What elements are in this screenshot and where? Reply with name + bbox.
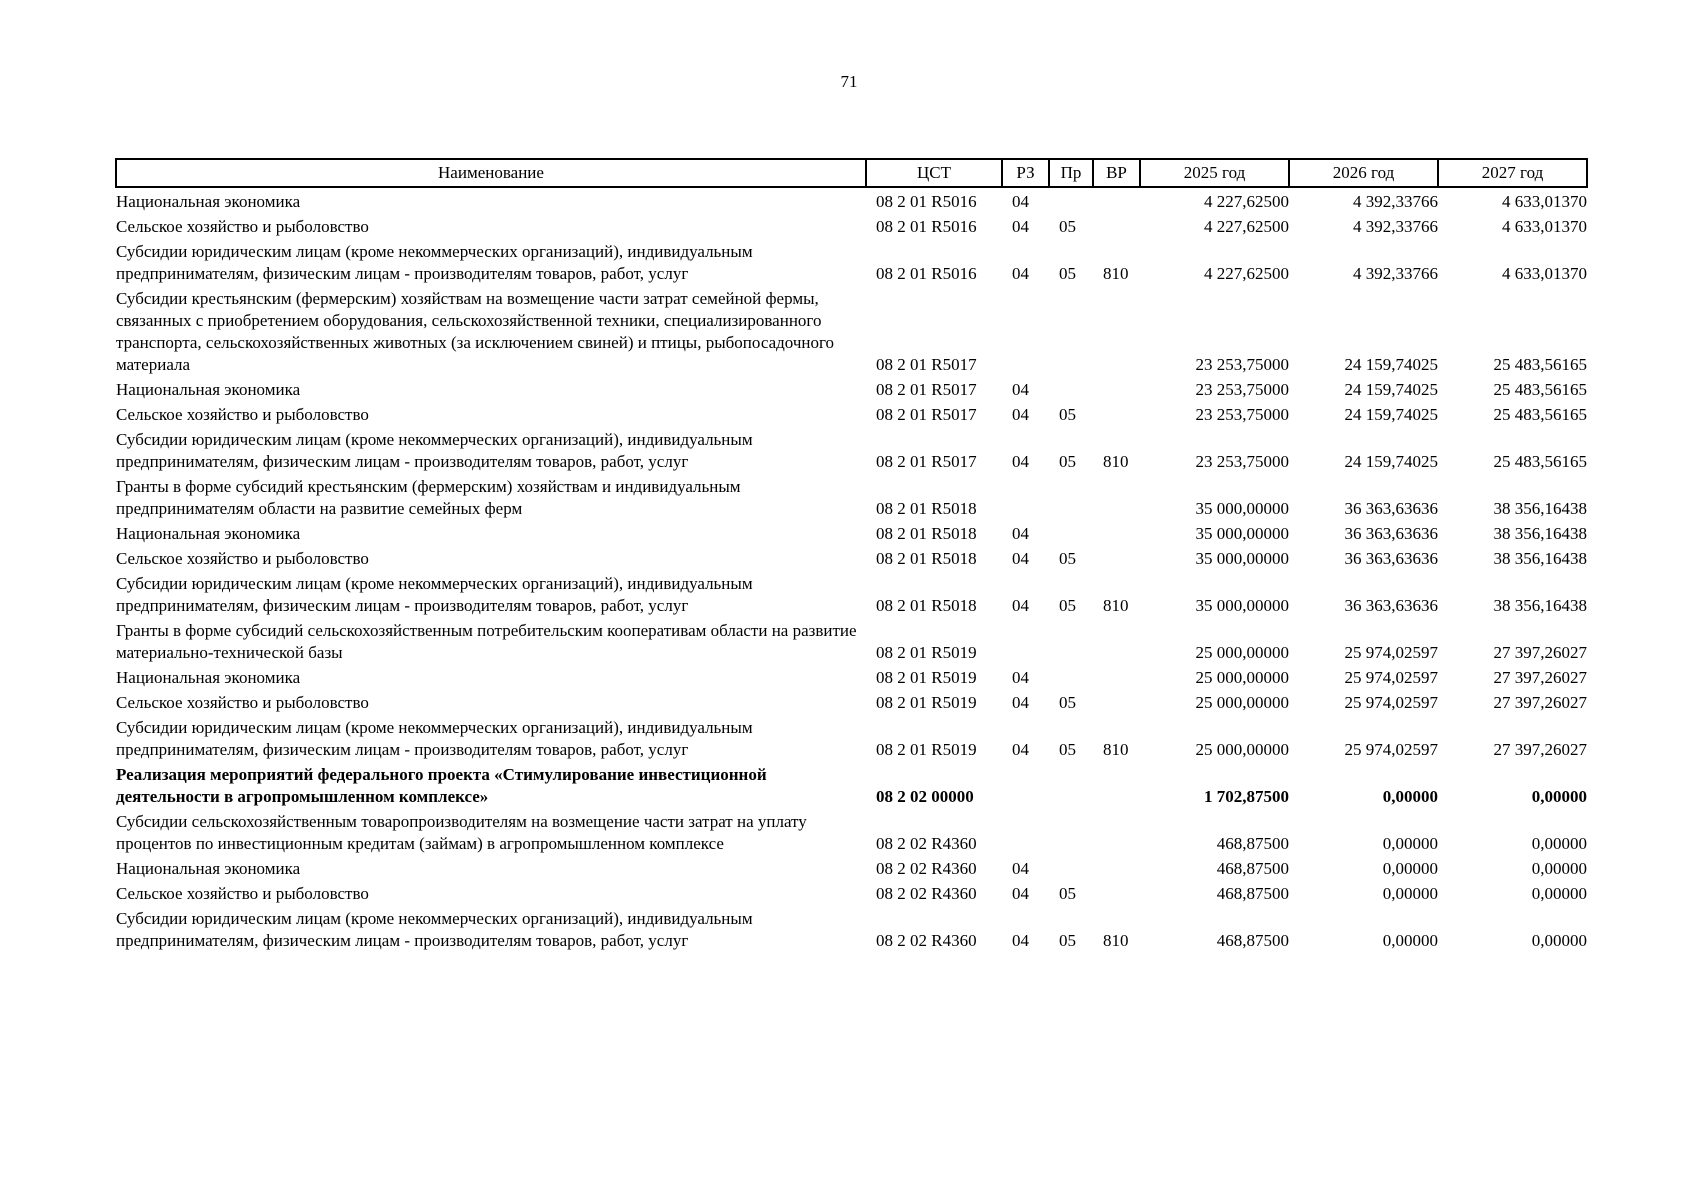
cell-pr — [1049, 664, 1093, 689]
table-row — [116, 617, 1587, 664]
cell-cst: 08 2 01 R5016 — [876, 217, 977, 236]
table-header — [116, 159, 1587, 187]
cell-cst: 08 2 02 R4360 — [876, 834, 977, 853]
table-row — [116, 761, 1587, 808]
cell-pr — [1049, 285, 1093, 376]
cell-cst: 08 2 01 R5019 — [876, 693, 977, 712]
cell-cst: 08 2 01 R5018 — [876, 499, 977, 518]
cell-rz: 04 — [1012, 380, 1029, 399]
cell-2027: 27 397,26027 — [1493, 668, 1587, 687]
cell-pr — [1049, 376, 1093, 401]
cell-name: Гранты в форме субсидий сельскохозяйственным потребительским кооперативам области на развитие материально-технической базы — [116, 621, 857, 662]
cell-2025: 23 253,75000 — [1195, 380, 1289, 399]
cell-2027: 0,00000 — [1531, 834, 1587, 853]
cell-rz: 04 — [1012, 596, 1029, 615]
cell-cst: 08 2 02 R4360 — [876, 931, 977, 950]
cell-2027: 25 483,56165 — [1493, 405, 1587, 424]
cell-rz: 04 — [1012, 931, 1029, 950]
cell-cst: 08 2 01 R5019 — [876, 668, 977, 687]
cell-vr: 810 — [1103, 740, 1129, 759]
cell-rz — [1002, 808, 1049, 855]
cell-name: Национальная экономика — [116, 859, 301, 878]
cell-pr: 05 — [1059, 740, 1076, 759]
cell-pr: 05 — [1059, 452, 1076, 471]
header-name: Наименование — [116, 159, 866, 187]
cell-cst: 08 2 01 R5019 — [876, 643, 977, 662]
cell-2027: 25 483,56165 — [1493, 355, 1587, 374]
cell-2027: 38 356,16438 — [1493, 596, 1587, 615]
cell-rz: 04 — [1012, 668, 1029, 687]
cell-2025: 35 000,00000 — [1195, 596, 1289, 615]
cell-2027: 0,00000 — [1531, 884, 1587, 903]
cell-2026: 36 363,63636 — [1344, 549, 1438, 568]
cell-2025: 4 227,62500 — [1204, 192, 1289, 211]
cell-2026: 4 392,33766 — [1353, 192, 1438, 211]
table-row — [116, 213, 1587, 238]
cell-name: Субсидии юридическим лицам (кроме некоммерческих организаций), индивидуальным предпринимателям, физическим лицам - производителям товаров, работ, услуг — [116, 909, 753, 950]
cell-rz: 04 — [1012, 884, 1029, 903]
cell-2025: 25 000,00000 — [1195, 643, 1289, 662]
cell-rz: 04 — [1012, 217, 1029, 236]
header-cst: ЦСТ — [866, 159, 1002, 187]
cell-rz: 04 — [1012, 452, 1029, 471]
cell-cst: 08 2 02 R4360 — [876, 884, 977, 903]
cell-vr — [1093, 545, 1140, 570]
cell-2025: 468,87500 — [1216, 859, 1289, 878]
cell-pr: 05 — [1059, 693, 1076, 712]
table-row — [116, 376, 1587, 401]
header-pr: Пр — [1049, 159, 1093, 187]
cell-2027: 0,00000 — [1531, 859, 1587, 878]
cell-2025: 468,87500 — [1216, 834, 1289, 853]
cell-2027: 38 356,16438 — [1493, 524, 1587, 543]
cell-2025: 23 253,75000 — [1195, 355, 1289, 374]
cell-2027: 38 356,16438 — [1493, 499, 1587, 518]
table-row — [116, 520, 1587, 545]
header-vr: ВР — [1093, 159, 1140, 187]
cell-rz: 04 — [1012, 549, 1029, 568]
cell-vr — [1093, 473, 1140, 520]
cell-name: Национальная экономика — [116, 380, 301, 399]
cell-pr: 05 — [1059, 217, 1076, 236]
cell-vr — [1093, 376, 1140, 401]
header-rz: РЗ — [1002, 159, 1049, 187]
cell-2026: 4 392,33766 — [1353, 217, 1438, 236]
cell-2027: 25 483,56165 — [1493, 380, 1587, 399]
header-2025: 2025 год — [1140, 159, 1289, 187]
cell-cst: 08 2 01 R5019 — [876, 740, 977, 759]
cell-pr — [1049, 808, 1093, 855]
cell-2026: 36 363,63636 — [1344, 524, 1438, 543]
cell-2027: 27 397,26027 — [1493, 693, 1587, 712]
cell-pr — [1049, 761, 1093, 808]
table-row — [116, 426, 1587, 473]
cell-vr — [1093, 880, 1140, 905]
cell-rz: 04 — [1012, 859, 1029, 878]
cell-vr — [1093, 617, 1140, 664]
cell-2025: 23 253,75000 — [1195, 452, 1289, 471]
page-number: 71 — [840, 72, 858, 91]
cell-2027: 4 633,01370 — [1502, 192, 1587, 211]
header-2026: 2026 год — [1289, 159, 1438, 187]
cell-2025: 35 000,00000 — [1195, 549, 1289, 568]
cell-cst: 08 2 01 R5016 — [876, 192, 977, 211]
cell-2026: 36 363,63636 — [1344, 596, 1438, 615]
cell-pr: 05 — [1059, 405, 1076, 424]
table-row — [116, 905, 1587, 952]
cell-rz — [1002, 473, 1049, 520]
cell-name: Сельское хозяйство и рыболовство — [116, 549, 369, 568]
cell-cst: 08 2 01 R5017 — [876, 452, 977, 471]
cell-name: Гранты в форме субсидий крестьянским (фермерским) хозяйствам и индивидуальным предпринимателям области на развитие семейных ферм — [116, 477, 741, 518]
cell-rz: 04 — [1012, 740, 1029, 759]
cell-rz: 04 — [1012, 264, 1029, 283]
cell-2026: 36 363,63636 — [1344, 499, 1438, 518]
header-2027: 2027 год — [1438, 159, 1587, 187]
cell-name: Реализация мероприятий федерального проекта «Стимулирование инвестиционной деятельности в агропромышленном комплексе» — [116, 765, 767, 806]
cell-2026: 24 159,74025 — [1344, 405, 1438, 424]
cell-vr: 810 — [1103, 931, 1129, 950]
cell-pr — [1049, 473, 1093, 520]
cell-2026: 4 392,33766 — [1353, 264, 1438, 283]
cell-pr — [1049, 855, 1093, 880]
table-row — [116, 714, 1587, 761]
cell-cst: 08 2 01 R5018 — [876, 549, 977, 568]
cell-vr — [1093, 808, 1140, 855]
budget-table — [115, 158, 1588, 952]
table-row — [116, 285, 1587, 376]
cell-vr — [1093, 855, 1140, 880]
cell-pr: 05 — [1059, 596, 1076, 615]
cell-name: Субсидии крестьянским (фермерским) хозяйствам на возмещение части затрат семейной фермы, связанных с приобретением оборудования, сельскохозяйственной техники, специализированного транспорта, сельскохозяйственных животных (за исключением свиней) и птицы, рыбопосадочного материала — [116, 289, 835, 374]
cell-vr — [1093, 689, 1140, 714]
cell-2027: 4 633,01370 — [1502, 217, 1587, 236]
cell-name: Сельское хозяйство и рыболовство — [116, 405, 369, 424]
cell-name: Сельское хозяйство и рыболовство — [116, 884, 369, 903]
cell-2025: 1 702,87500 — [1204, 787, 1289, 806]
table-row — [116, 664, 1587, 689]
cell-2026: 0,00000 — [1382, 787, 1438, 806]
cell-vr: 810 — [1103, 264, 1129, 283]
cell-cst: 08 2 01 R5017 — [876, 380, 977, 399]
cell-2025: 468,87500 — [1216, 931, 1289, 950]
cell-name: Сельское хозяйство и рыболовство — [116, 693, 369, 712]
table-row — [116, 401, 1587, 426]
table-row — [116, 880, 1587, 905]
cell-rz: 04 — [1012, 405, 1029, 424]
cell-vr — [1093, 285, 1140, 376]
cell-2025: 468,87500 — [1216, 884, 1289, 903]
table-row — [116, 238, 1587, 285]
cell-2025: 25 000,00000 — [1195, 740, 1289, 759]
cell-2025: 4 227,62500 — [1204, 217, 1289, 236]
cell-cst: 08 2 01 R5018 — [876, 524, 977, 543]
cell-rz: 04 — [1012, 192, 1029, 211]
cell-pr: 05 — [1059, 264, 1076, 283]
cell-pr — [1049, 617, 1093, 664]
cell-vr — [1093, 761, 1140, 808]
cell-cst: 08 2 01 R5017 — [876, 405, 977, 424]
cell-vr: 810 — [1103, 596, 1129, 615]
cell-vr — [1093, 401, 1140, 426]
cell-2026: 0,00000 — [1382, 859, 1438, 878]
cell-cst: 08 2 02 00000 — [876, 787, 974, 806]
table-row — [116, 689, 1587, 714]
cell-name: Сельское хозяйство и рыболовство — [116, 217, 369, 236]
cell-rz: 04 — [1012, 693, 1029, 712]
cell-2025: 23 253,75000 — [1195, 405, 1289, 424]
cell-2025: 35 000,00000 — [1195, 524, 1289, 543]
cell-2026: 24 159,74025 — [1344, 452, 1438, 471]
cell-cst: 08 2 01 R5016 — [876, 264, 977, 283]
table-row — [116, 808, 1587, 855]
cell-rz — [1002, 285, 1049, 376]
table-row — [116, 473, 1587, 520]
cell-cst: 08 2 01 R5017 — [876, 355, 977, 374]
table-row — [116, 545, 1587, 570]
cell-cst: 08 2 02 R4360 — [876, 859, 977, 878]
cell-name: Субсидии юридическим лицам (кроме некоммерческих организаций), индивидуальным предпринимателям, физическим лицам - производителям товаров, работ, услуг — [116, 242, 753, 283]
cell-pr — [1049, 187, 1093, 213]
table-row — [116, 570, 1587, 617]
cell-2026: 25 974,02597 — [1344, 643, 1438, 662]
cell-vr — [1093, 664, 1140, 689]
cell-vr: 810 — [1103, 452, 1129, 471]
cell-2025: 35 000,00000 — [1195, 499, 1289, 518]
cell-name: Субсидии юридическим лицам (кроме некоммерческих организаций), индивидуальным предпринимателям, физическим лицам - производителям товаров, работ, услуг — [116, 718, 753, 759]
cell-cst: 08 2 01 R5018 — [876, 596, 977, 615]
cell-2026: 25 974,02597 — [1344, 693, 1438, 712]
table-body — [116, 187, 1587, 952]
cell-name: Национальная экономика — [116, 668, 301, 687]
cell-2026: 0,00000 — [1382, 931, 1438, 950]
cell-pr: 05 — [1059, 884, 1076, 903]
cell-2027: 27 397,26027 — [1493, 740, 1587, 759]
cell-2025: 25 000,00000 — [1195, 668, 1289, 687]
cell-2026: 25 974,02597 — [1344, 740, 1438, 759]
cell-name: Субсидии сельскохозяйственным товаропроизводителям на возмещение части затрат на уплату процентов по инвестиционным кредитам (займам) в агропромышленном комплексе — [116, 812, 807, 853]
cell-pr: 05 — [1059, 931, 1076, 950]
cell-pr: 05 — [1059, 549, 1076, 568]
cell-2027: 0,00000 — [1531, 931, 1587, 950]
cell-pr — [1049, 520, 1093, 545]
cell-2026: 0,00000 — [1382, 834, 1438, 853]
cell-2027: 0,00000 — [1531, 787, 1587, 806]
cell-rz: 04 — [1012, 524, 1029, 543]
cell-name: Национальная экономика — [116, 524, 301, 543]
cell-2027: 38 356,16438 — [1493, 549, 1587, 568]
table-row — [116, 187, 1587, 213]
cell-name: Субсидии юридическим лицам (кроме некоммерческих организаций), индивидуальным предпринимателям, физическим лицам - производителям товаров, работ, услуг — [116, 430, 753, 471]
cell-2026: 0,00000 — [1382, 884, 1438, 903]
cell-name: Субсидии юридическим лицам (кроме некоммерческих организаций), индивидуальным предпринимателям, физическим лицам - производителям товаров, работ, услуг — [116, 574, 753, 615]
cell-vr — [1093, 213, 1140, 238]
cell-rz — [1002, 617, 1049, 664]
cell-vr — [1093, 520, 1140, 545]
cell-name: Национальная экономика — [116, 192, 301, 211]
cell-2027: 27 397,26027 — [1493, 643, 1587, 662]
cell-2025: 4 227,62500 — [1204, 264, 1289, 283]
cell-2026: 24 159,74025 — [1344, 355, 1438, 374]
cell-2026: 24 159,74025 — [1344, 380, 1438, 399]
cell-2025: 25 000,00000 — [1195, 693, 1289, 712]
cell-2027: 4 633,01370 — [1502, 264, 1587, 283]
cell-vr — [1093, 187, 1140, 213]
cell-2026: 25 974,02597 — [1344, 668, 1438, 687]
cell-rz — [1002, 761, 1049, 808]
cell-2027: 25 483,56165 — [1493, 452, 1587, 471]
table-row — [116, 855, 1587, 880]
